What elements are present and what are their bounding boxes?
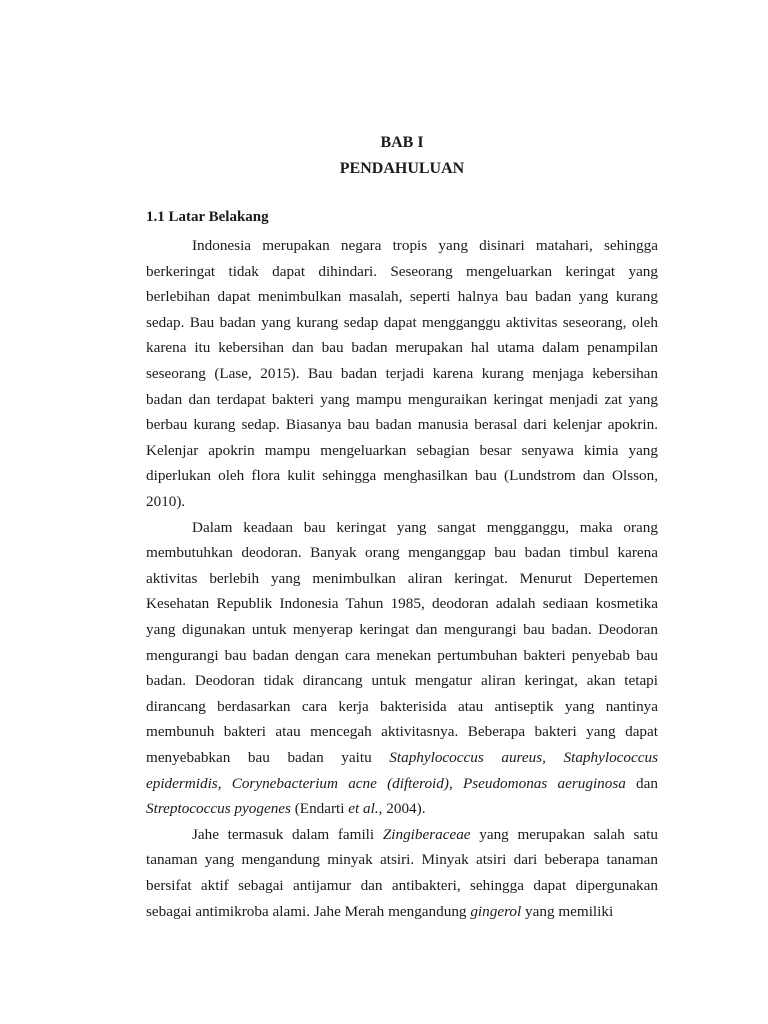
text-line (146, 338, 658, 364)
text-line (146, 364, 658, 390)
text-run: bersifat aktif sebagai antijamur dan antibakteri, sehingga dapat dipergunakan (146, 877, 658, 894)
text-line (146, 774, 658, 800)
text-run: berbau kurang sedap. Biasanya bau badan manusia berasal dari kelenjar apokrin. (146, 416, 658, 434)
text-line (146, 569, 658, 595)
text-run: Indonesia merupakan negara tropis yang disinari matahari, sehingga (192, 237, 658, 254)
text-run: sebagai antimikroba alami. Jahe Merah mengandung (146, 902, 471, 920)
text-line (146, 518, 658, 544)
text-run: menyebabkan bau badan yaitu (146, 749, 390, 766)
text-run: mengurangi bau badan dengan cara menekan pertumbuhan bakteri penyebab bau (146, 646, 658, 664)
text-line (146, 697, 658, 723)
text-run: tanaman yang mengandung minyak atsiri. Minyak atsiri dari beberapa tanaman (146, 851, 658, 869)
text-line (146, 466, 658, 492)
text-run: , 2004). (378, 800, 426, 818)
text-run: Kelenjar apokrin mampu mengeluarkan sebagian besar senyawa kimia yang (146, 441, 658, 459)
text-run: sedap. Bau badan yang kurang sedap dapat mengganggu aktivitas seseorang, oleh (146, 313, 658, 331)
text-run: Kesehatan Republik Indonesia Tahun 1985, deodoran adalah sediaan kosmetika (146, 595, 658, 613)
text-run: yang merupakan salah satu (470, 825, 658, 843)
text-run: Dalam keadaan bau keringat yang sangat mengganggu, maka orang (192, 518, 658, 536)
text-run: membunuh bakteri atau mencegah aktivitasnya. Beberapa bakteri yang dapat (146, 723, 658, 741)
text-run: membutuhkan deodoran. Banyak orang menganggap bau badan timbul karena (146, 544, 658, 562)
text-line (146, 543, 658, 569)
italic-term: Staphylococcus (563, 749, 658, 766)
text-run: yang digunakan untuk menyerap keringat dan mengurangi bau badan. Deodoran (146, 621, 658, 638)
italic-term: Streptococcus pyogenes (146, 800, 291, 818)
text-line (146, 415, 658, 441)
text-line (146, 825, 658, 851)
text-run: berlebihan dapat menimbulkan masalah, seperti halnya bau badan yang kurang (146, 288, 658, 306)
text-line (146, 722, 658, 748)
italic-term: gingerol (470, 902, 522, 920)
text-line (146, 620, 658, 646)
text-run: dan (625, 774, 658, 792)
text-run: seseorang (Lase, 2015). Bau badan terjadi karena kurang menjaga kebersihan (146, 365, 658, 382)
text-line (146, 671, 658, 697)
chapter-number: BAB I (380, 134, 424, 151)
text-line (146, 646, 658, 672)
text-line (146, 748, 658, 774)
italic-term: epidermidis, Corynebacterium acne (difteroid) (146, 774, 449, 792)
italic-term: Zingiberaceae (382, 825, 471, 843)
italic-term: Staphylococcus aureus, (389, 749, 546, 766)
text-run: aktivitas berlebih yang menimbulkan aliran keringat. Menurut Depertemen (146, 569, 658, 587)
text-run (546, 749, 564, 766)
text-line (146, 313, 658, 339)
text-run: yang memiliki (521, 902, 614, 920)
text-run: Jahe termasuk dalam famili (192, 825, 383, 843)
text-run: dirancang berdasarkan cara kerja bakterisida atau antiseptik yang nantinya (146, 697, 658, 715)
text-run: karena itu kebersihan dan bau badan merupakan hal utama dalam penampilan (146, 339, 658, 357)
text-run: berkeringat tidak dapat dihindari. Seseorang mengeluarkan keringat yang (146, 262, 658, 280)
text-line (146, 262, 658, 288)
chapter-title: PENDAHULUAN (339, 160, 465, 177)
italic-term: et al. (348, 800, 379, 818)
text-line (146, 441, 658, 467)
text-run: , (448, 774, 463, 792)
text-run: badan. Deodoran tidak dirancang untuk mengatur aliran keringat, akan tetapi (146, 672, 658, 690)
text-run: 2010). (146, 493, 186, 510)
text-run: (Endarti (290, 800, 349, 818)
text-run: diperlukan oleh flora kulit sehingga menghasilkan bau (Lundstrom dan Olsson, (146, 467, 658, 485)
text-line (146, 876, 658, 902)
text-line (146, 492, 658, 518)
italic-term: Pseudomonas aeruginosa (462, 774, 626, 792)
text-line (146, 236, 658, 262)
text-line (146, 287, 658, 313)
text-line (146, 594, 658, 620)
text-line (146, 799, 658, 825)
text-run: badan dan terdapat bakteri yang mampu menguraikan keringat menjadi zat yang (146, 390, 658, 408)
section-heading: 1.1 Latar Belakang (146, 209, 269, 225)
text-line (146, 902, 658, 928)
text-line (146, 850, 658, 876)
text-line (146, 390, 658, 416)
